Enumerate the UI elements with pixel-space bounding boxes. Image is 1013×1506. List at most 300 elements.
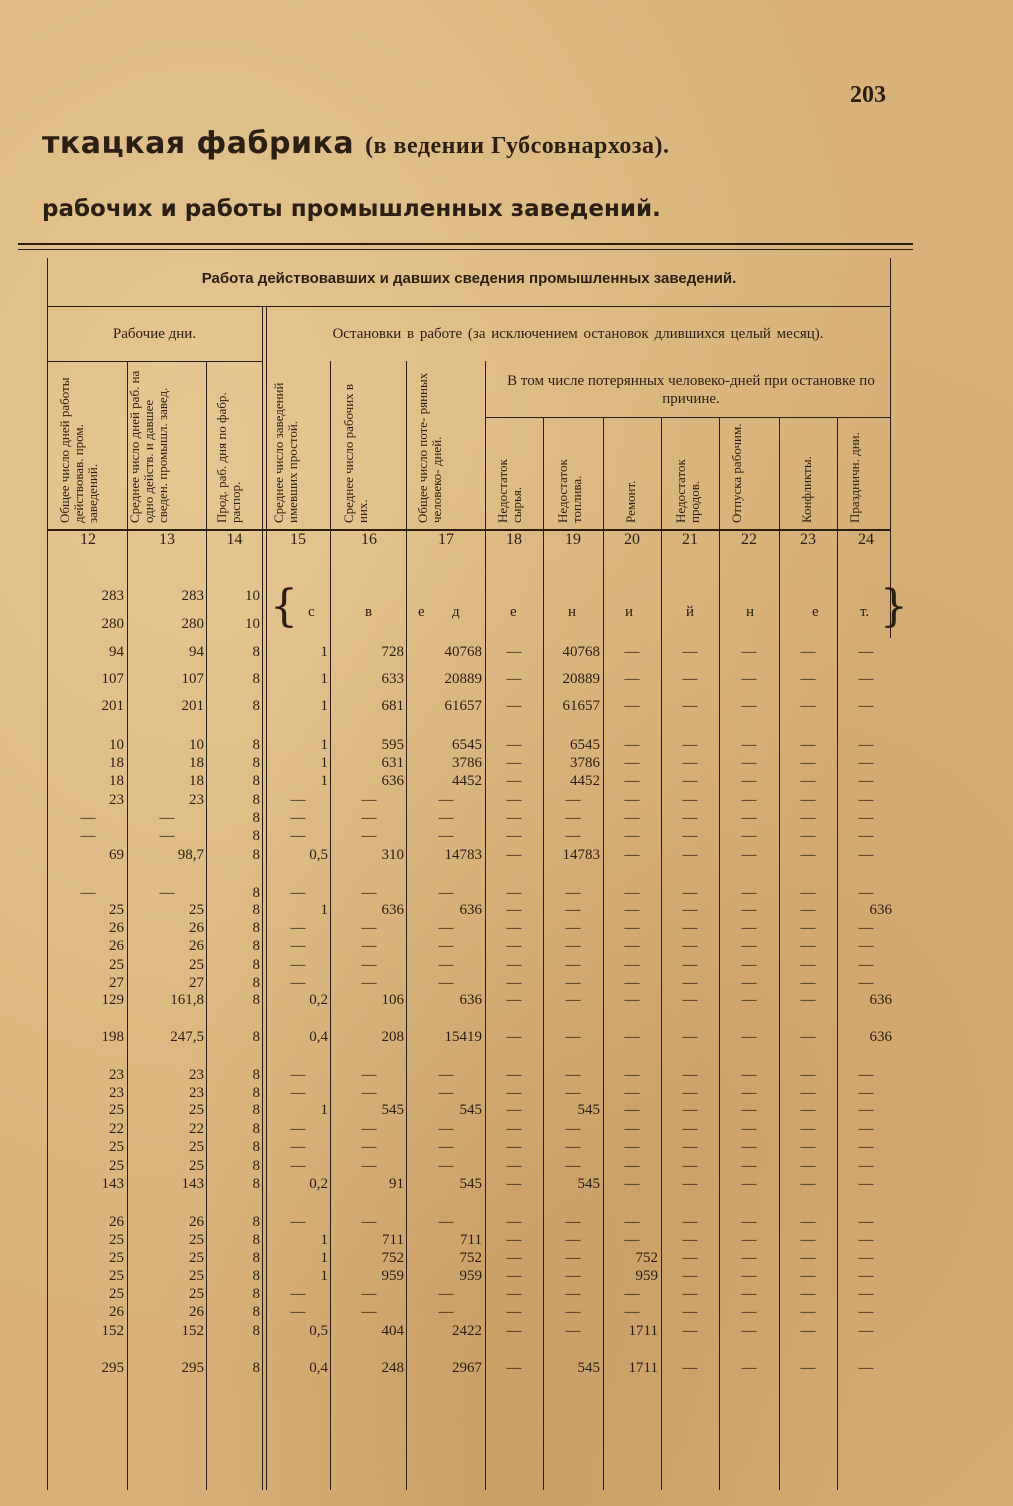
no-data-letter: й <box>686 604 695 620</box>
table-cell: — <box>565 1250 581 1266</box>
table-cell: 8 <box>252 1102 260 1118</box>
table-row <box>0 697 1013 715</box>
table-cell: 8 <box>252 957 260 973</box>
table-cell: — <box>290 1304 306 1320</box>
table-cell: — <box>800 1067 816 1083</box>
table-row <box>0 587 1013 605</box>
table-cell: 8 <box>252 1085 260 1101</box>
table-cell: 6545 <box>570 737 600 753</box>
table-cell: — <box>506 1360 522 1376</box>
table-cell: 631 <box>381 755 404 771</box>
table-row <box>0 791 1013 809</box>
table-cell: — <box>438 1304 454 1320</box>
table-cell: — <box>506 773 522 789</box>
column-number: 22 <box>741 531 757 548</box>
column-number: 24 <box>858 531 874 548</box>
table-cell: 8 <box>252 644 260 660</box>
table-cell: 752 <box>381 1250 404 1266</box>
table-cell: — <box>741 773 757 789</box>
table-cell: — <box>361 957 377 973</box>
table-cell: 23 <box>109 1067 124 1083</box>
table-cell: 26 <box>189 1304 204 1320</box>
table-cell: 545 <box>577 1102 600 1118</box>
table-cell: — <box>80 828 96 844</box>
lost-divider <box>486 417 890 418</box>
table-row <box>0 809 1013 827</box>
table-cell: 8 <box>252 902 260 918</box>
table-cell: — <box>624 671 640 687</box>
table-cell: — <box>506 1085 522 1101</box>
table-cell: 25 <box>109 1102 124 1118</box>
table-cell: — <box>438 810 454 826</box>
group-stops-label: Остановки в работе (за исключением остановок длившихся целый месяц). <box>332 326 824 342</box>
table-cell: — <box>741 1139 757 1155</box>
header-col20: Ремонт. <box>623 480 638 523</box>
table-cell: 8 <box>252 755 260 771</box>
table-row <box>0 1267 1013 1285</box>
table-cell: 545 <box>381 1102 404 1118</box>
table-cell: — <box>624 737 640 753</box>
table-cell: — <box>682 644 698 660</box>
table-cell: — <box>741 1085 757 1101</box>
table-cell: 18 <box>109 755 124 771</box>
table-cell: 0,5 <box>309 1323 328 1339</box>
table-cell: — <box>682 737 698 753</box>
table-cell: — <box>290 885 306 901</box>
no-data-letter: е <box>418 604 425 620</box>
table-cell: — <box>682 920 698 936</box>
table-cell: 711 <box>460 1232 482 1248</box>
table-cell: — <box>858 1121 874 1137</box>
table-cell: — <box>438 1067 454 1083</box>
header-col16: Среднее число рабочих в них. <box>341 383 370 523</box>
table-cell: — <box>800 1139 816 1155</box>
table-cell: — <box>800 957 816 973</box>
header-col14: Прод. раб. дня по фабр. распор. <box>214 392 243 523</box>
table-cell: — <box>624 1139 640 1155</box>
table-cell: — <box>624 644 640 660</box>
table-cell: — <box>506 1286 522 1302</box>
table-row <box>0 1175 1013 1193</box>
table-cell: 1 <box>320 644 328 660</box>
table-cell: — <box>858 1232 874 1248</box>
table-cell: 26 <box>189 920 204 936</box>
table-cell: 248 <box>381 1360 404 1376</box>
table-cell: — <box>682 755 698 771</box>
header-col22: Отпуска рабочим. <box>729 423 744 523</box>
table-cell: 8 <box>252 1232 260 1248</box>
table-cell: — <box>624 885 640 901</box>
table-cell: 201 <box>101 698 124 714</box>
table-cell: 0,2 <box>309 1176 328 1192</box>
table-row <box>0 846 1013 864</box>
table-cell: — <box>741 847 757 863</box>
table-cell: — <box>438 1085 454 1101</box>
table-cell: — <box>741 992 757 1008</box>
table-cell: — <box>624 1067 640 1083</box>
table-cell: 23 <box>189 1067 204 1083</box>
table-cell: 959 <box>381 1268 404 1284</box>
table-cell: 25 <box>109 1286 124 1302</box>
table-cell: — <box>290 810 306 826</box>
table-cell: 295 <box>181 1360 204 1376</box>
table-cell: — <box>624 847 640 863</box>
table-cell: 26 <box>109 1304 124 1320</box>
header-col12: Общее число дней работы действовав. пром. заведений. <box>57 377 100 523</box>
table-cell: — <box>565 1304 581 1320</box>
table-cell: — <box>800 1176 816 1192</box>
table-cell: 752 <box>459 1250 482 1266</box>
table-cell: 22 <box>109 1121 124 1137</box>
table-cell: — <box>858 698 874 714</box>
table-cell: — <box>565 1139 581 1155</box>
table-cell: — <box>361 885 377 901</box>
table-cell: — <box>800 847 816 863</box>
table-cell: — <box>506 1304 522 1320</box>
table-cell: — <box>290 1067 306 1083</box>
table-cell: 2967 <box>452 1360 482 1376</box>
table-cell: 636 <box>459 902 482 918</box>
table-cell: 283 <box>101 588 124 604</box>
table-cell: — <box>361 1214 377 1230</box>
table-row <box>0 827 1013 845</box>
table-cell: 959 <box>459 1268 482 1284</box>
column-number: 21 <box>682 531 698 548</box>
table-cell: — <box>741 810 757 826</box>
column-number: 13 <box>159 531 175 548</box>
table-cell: — <box>565 957 581 973</box>
page-title <box>42 126 670 161</box>
table-cell: 107 <box>101 671 124 687</box>
table-cell: 711 <box>382 1232 404 1248</box>
table-cell: — <box>361 810 377 826</box>
table-cell: 208 <box>381 1029 404 1045</box>
table-cell: 18 <box>109 773 124 789</box>
table-cell: — <box>741 1067 757 1083</box>
table-cell: — <box>800 1214 816 1230</box>
table-cell: 25 <box>109 1232 124 1248</box>
table-cell: 25 <box>109 1139 124 1155</box>
table-cell: 27 <box>189 975 204 991</box>
table-cell: — <box>438 938 454 954</box>
table-cell: — <box>506 1029 522 1045</box>
table-row <box>0 1303 1013 1321</box>
table-row <box>0 956 1013 974</box>
table-cell: — <box>800 1360 816 1376</box>
table-cell: 61657 <box>562 698 600 714</box>
table-cell: 636 <box>869 902 892 918</box>
table-cell: — <box>159 810 175 826</box>
table-cell: 98,7 <box>177 847 204 863</box>
table-cell: 295 <box>101 1360 124 1376</box>
column-number: 19 <box>565 531 581 548</box>
table-cell: — <box>858 1067 874 1083</box>
table-cell: 10 <box>189 737 204 753</box>
table-cell: — <box>506 810 522 826</box>
table-cell: 681 <box>381 698 404 714</box>
table-cell: 26 <box>189 1214 204 1230</box>
table-cell: — <box>361 1286 377 1302</box>
table-cell: — <box>682 698 698 714</box>
table-cell: — <box>506 920 522 936</box>
table-cell: — <box>506 671 522 687</box>
table-cell: — <box>800 1286 816 1302</box>
column-number: 17 <box>438 531 454 548</box>
table-cell: — <box>858 1214 874 1230</box>
table-cell: — <box>858 1304 874 1320</box>
table-row <box>0 615 1013 633</box>
table-cell: 545 <box>577 1176 600 1192</box>
table-cell: — <box>506 938 522 954</box>
table-cell: — <box>741 644 757 660</box>
table-cell: — <box>624 957 640 973</box>
table-cell: — <box>741 1268 757 1284</box>
table-cell: — <box>682 885 698 901</box>
table-cell: — <box>858 671 874 687</box>
table-cell: 752 <box>635 1250 658 1266</box>
table-cell: 25 <box>109 1158 124 1174</box>
header-col13: Среднее число дней раб. на одно действ. и давшее сведен. промышл. завед. <box>127 370 170 523</box>
table-cell: 20889 <box>444 671 482 687</box>
table-cell: — <box>624 698 640 714</box>
header-divider <box>47 306 890 307</box>
table-cell: 23 <box>109 792 124 808</box>
column-number: 12 <box>80 531 96 548</box>
table-cell: — <box>741 957 757 973</box>
table-cell: — <box>682 847 698 863</box>
table-cell: 1 <box>320 737 328 753</box>
table-cell: — <box>506 975 522 991</box>
table-cell: — <box>565 975 581 991</box>
table-cell: 25 <box>189 1268 204 1284</box>
table-cell: — <box>290 1085 306 1101</box>
table-row <box>0 1084 1013 1102</box>
table-cell: — <box>858 1102 874 1118</box>
table-cell: — <box>624 810 640 826</box>
table-cell: — <box>361 1085 377 1101</box>
table-cell: — <box>858 1323 874 1339</box>
table-cell: — <box>741 938 757 954</box>
table-cell: — <box>682 1250 698 1266</box>
table-cell: — <box>624 1121 640 1137</box>
table-cell: — <box>682 1085 698 1101</box>
table-cell: 15419 <box>444 1029 482 1045</box>
table-cell: — <box>624 1085 640 1101</box>
table-cell: 23 <box>189 792 204 808</box>
table-cell: — <box>290 1139 306 1155</box>
table-cell: — <box>361 1158 377 1174</box>
table-cell: — <box>682 938 698 954</box>
table-cell: 8 <box>252 847 260 863</box>
table-cell: — <box>290 957 306 973</box>
table-row <box>0 1231 1013 1249</box>
table-cell: 8 <box>252 698 260 714</box>
section-title: Работа действовавших и давших сведения промышленных заведений. <box>201 270 737 287</box>
table-cell: — <box>506 792 522 808</box>
table-cell: — <box>565 1268 581 1284</box>
table-cell: 40768 <box>444 644 482 660</box>
table-cell: 25 <box>189 1232 204 1248</box>
table-cell: 20889 <box>562 671 600 687</box>
table-cell: 0,2 <box>309 992 328 1008</box>
table-cell: 0,4 <box>309 1360 328 1376</box>
top-rule <box>18 243 913 245</box>
table-cell: — <box>800 1250 816 1266</box>
table-cell: 25 <box>109 1268 124 1284</box>
table-cell: — <box>682 792 698 808</box>
table-cell: 26 <box>109 1214 124 1230</box>
table-cell: 25 <box>189 1286 204 1302</box>
table-cell: 2422 <box>452 1323 482 1339</box>
table-row <box>0 772 1013 790</box>
table-cell: 636 <box>459 992 482 1008</box>
table-cell: 545 <box>459 1102 482 1118</box>
no-data-letter: в <box>365 604 373 620</box>
table-cell: — <box>858 810 874 826</box>
header-col18: Недостаток сырья. <box>495 459 524 523</box>
table-cell: 129 <box>101 992 124 1008</box>
table-cell: — <box>506 957 522 973</box>
table-cell: 0,5 <box>309 847 328 863</box>
table-cell: 3786 <box>570 755 600 771</box>
header-col15: Среднее число заведений имевших простой. <box>271 382 300 523</box>
table-cell: — <box>682 1323 698 1339</box>
right-brace: } <box>880 581 908 632</box>
table-cell: 25 <box>189 902 204 918</box>
table-row <box>0 1066 1013 1084</box>
table-cell: — <box>80 810 96 826</box>
table-cell: — <box>624 992 640 1008</box>
table-cell: 959 <box>635 1268 658 1284</box>
table-row <box>0 754 1013 772</box>
table-cell: — <box>741 902 757 918</box>
table-cell: 8 <box>252 1323 260 1339</box>
table-cell: — <box>624 828 640 844</box>
table-cell: — <box>858 920 874 936</box>
table-row <box>0 1359 1013 1377</box>
table-cell: 1 <box>320 902 328 918</box>
table-cell: — <box>624 902 640 918</box>
table-cell: 10 <box>109 737 124 753</box>
table-cell: — <box>800 644 816 660</box>
table-cell: — <box>682 1232 698 1248</box>
table-cell: — <box>290 920 306 936</box>
table-cell: — <box>361 920 377 936</box>
table-cell: — <box>506 644 522 660</box>
table-cell: — <box>361 1067 377 1083</box>
header-col19: Недостаток топлива. <box>555 459 584 523</box>
table-cell: — <box>565 920 581 936</box>
table-cell: — <box>741 1286 757 1302</box>
column-number: 18 <box>506 531 522 548</box>
table-cell: — <box>741 737 757 753</box>
table-cell: 106 <box>381 992 404 1008</box>
page-subtitle: рабочих и работы промышленных заведений. <box>42 196 661 222</box>
table-row <box>0 1249 1013 1267</box>
table-cell: — <box>741 828 757 844</box>
no-data-letter: д <box>452 604 460 620</box>
table-cell: — <box>682 1176 698 1192</box>
table-cell: — <box>858 847 874 863</box>
table-cell: 14783 <box>444 847 482 863</box>
table-cell: — <box>741 885 757 901</box>
table-cell: 1711 <box>628 1323 658 1339</box>
table-cell: — <box>800 1323 816 1339</box>
table-cell: — <box>800 792 816 808</box>
table-cell: — <box>361 975 377 991</box>
table-cell: — <box>506 847 522 863</box>
table-cell: — <box>624 1304 640 1320</box>
table-cell: 1 <box>320 1232 328 1248</box>
table-cell: — <box>858 1139 874 1155</box>
table-cell: 1 <box>320 1268 328 1284</box>
table-cell: 0,4 <box>309 1029 328 1045</box>
table-cell: 545 <box>577 1360 600 1376</box>
table-cell: — <box>800 1121 816 1137</box>
table-cell: — <box>858 1286 874 1302</box>
table-cell: — <box>741 1323 757 1339</box>
table-cell: — <box>800 755 816 771</box>
table-cell: — <box>361 792 377 808</box>
table-cell: — <box>800 1029 816 1045</box>
table-cell: 633 <box>381 671 404 687</box>
table-cell: — <box>438 1139 454 1155</box>
table-cell: 23 <box>109 1085 124 1101</box>
no-data-letter: е <box>510 604 517 620</box>
table-cell: — <box>565 1085 581 1101</box>
table-cell: — <box>682 975 698 991</box>
table-cell: 1 <box>320 1102 328 1118</box>
table-cell: — <box>506 1268 522 1284</box>
table-row <box>0 1322 1013 1340</box>
table-cell: 8 <box>252 1214 260 1230</box>
table-cell: — <box>290 828 306 844</box>
table-cell: 1 <box>320 671 328 687</box>
table-row <box>0 1120 1013 1138</box>
table-cell: — <box>506 1250 522 1266</box>
table-cell: 8 <box>252 920 260 936</box>
workdays-divider <box>47 361 262 362</box>
table-cell: — <box>741 755 757 771</box>
table-cell: — <box>682 1102 698 1118</box>
table-cell: 27 <box>109 975 124 991</box>
table-cell: — <box>624 792 640 808</box>
table-cell: — <box>682 810 698 826</box>
table-cell: — <box>438 920 454 936</box>
table-cell: 8 <box>252 885 260 901</box>
table-cell: — <box>565 1029 581 1045</box>
table-cell: 152 <box>181 1323 204 1339</box>
table-cell: — <box>682 902 698 918</box>
table-cell: — <box>438 1214 454 1230</box>
table-cell: — <box>741 1029 757 1045</box>
group-workdays-label: Рабочие дни. <box>112 326 197 342</box>
top-rule-thin <box>18 249 913 250</box>
table-cell: 636 <box>381 773 404 789</box>
table-cell: — <box>741 1250 757 1266</box>
table-cell: 161,8 <box>170 992 204 1008</box>
table-cell: — <box>506 737 522 753</box>
table-cell: 40768 <box>562 644 600 660</box>
table-cell: — <box>565 885 581 901</box>
table-cell: — <box>565 1214 581 1230</box>
table-cell: — <box>741 1176 757 1192</box>
table-cell: — <box>361 1139 377 1155</box>
table-cell: — <box>506 828 522 844</box>
table-cell: — <box>741 1232 757 1248</box>
table-cell: 107 <box>181 671 204 687</box>
table-cell: — <box>682 1158 698 1174</box>
